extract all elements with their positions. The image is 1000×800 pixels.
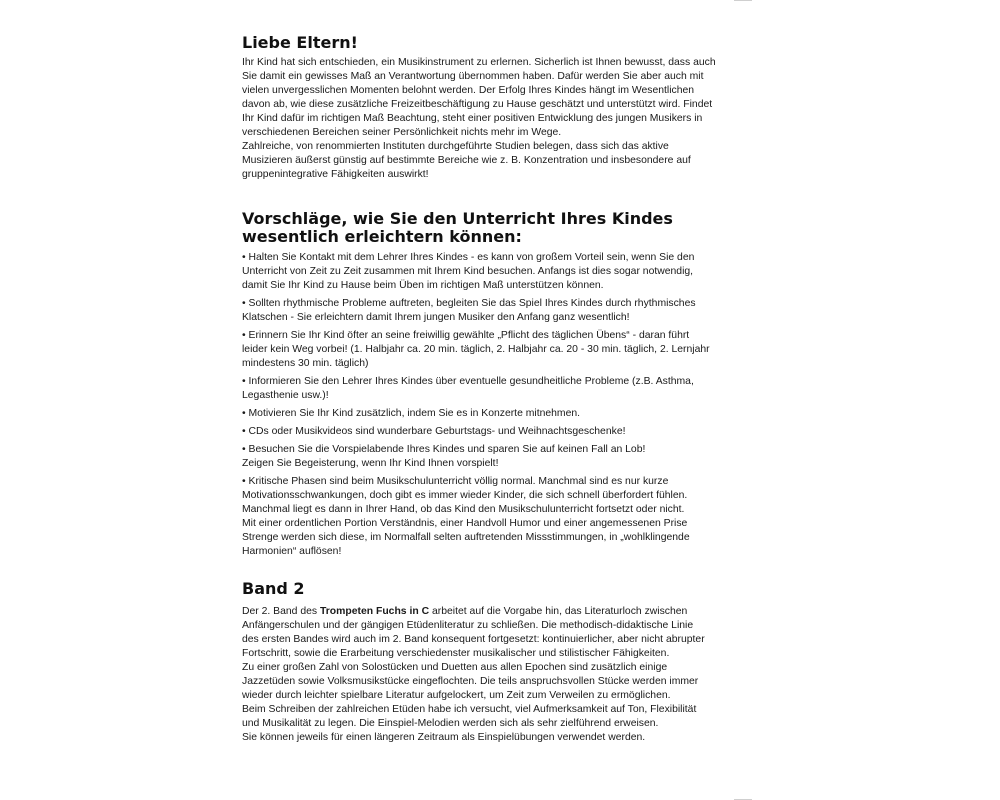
intro-paragraph — [242, 56, 742, 182]
heading-liebe-eltern: Liebe Eltern! — [242, 33, 358, 52]
text-line: Legasthenie usw.)! — [242, 390, 329, 401]
text-line: damit Sie Ihr Kind zu Hause beim Üben im richtigen Maß unterstützen können. — [242, 280, 604, 291]
list-item — [242, 407, 742, 421]
list-item — [242, 443, 742, 471]
text-line: Manchmal liegt es dann in Ihrer Hand, ob das Kind den Musikschulunterricht fortsetzt oder nicht. — [242, 504, 685, 515]
list-item — [242, 425, 742, 439]
text-line: Anfängerschulen und der gängigen Etüdenliteratur zu schließen. Die methodisch-didaktische Linie — [242, 620, 694, 631]
text-line: Harmonien“ auflösen! — [242, 546, 342, 557]
text-line: des ersten Bandes wird auch im 2. Band konsequent fortgesetzt: kontinuierlicher, aber nicht abrupter — [242, 634, 705, 645]
text-line: Mit einer ordentlichen Portion Verständnis, einer Handvoll Humor und einer angemessenen Prise — [242, 518, 688, 529]
suggestions-list — [242, 251, 742, 559]
text-line: • Halten Sie Kontakt mit dem Lehrer Ihres Kindes - es kann von großem Vorteil sein, wenn Sie den — [242, 252, 695, 263]
book-title: Trompeten Fuchs in C — [319, 606, 430, 617]
band2-paragraph — [242, 605, 742, 745]
text-line: gruppenintegrative Fähigkeiten auswirkt! — [242, 169, 429, 180]
list-item — [242, 297, 742, 325]
text-prefix: Der 2. Band des — [242, 606, 320, 617]
list-item — [242, 375, 742, 403]
text-line: Sie können jeweils für einen längeren Zeitraum als Einspielübungen verwendet werden. — [242, 732, 646, 743]
text-line: • Informieren Sie den Lehrer Ihres Kindes über eventuelle gesundheitliche Probleme (z.B. Asthma, — [242, 376, 694, 387]
text-line: Unterricht von Zeit zu Zeit zusammen mit Ihrem Kind besuchen. Anfangs ist dies sogar notwendig, — [242, 266, 694, 277]
text-line: verschiedenen Bereichen seiner Persönlichkeit nichts mehr im Wege. — [242, 127, 562, 138]
text-line: Musizieren äußerst günstig auf bestimmte Bereiche wie z. B. Konzentration und insbesondere auf — [242, 155, 691, 166]
list-item — [242, 251, 742, 293]
text-line: davon ab, wie diese zusätzliche Freizeitbeschäftigung zu Hause geschätzt und unterstützt wird. Findet — [242, 99, 713, 110]
text-line: • Motivieren Sie Ihr Kind zusätzlich, indem Sie es in Konzerte mitnehmen. — [242, 408, 581, 419]
crop-mark-top — [734, 0, 752, 1]
text-line: Zahlreiche, von renommierten Instituten durchgeführte Studien belegen, dass sich das aktive — [242, 141, 669, 152]
text-line: • Erinnern Sie Ihr Kind öfter an seine freiwillig gewählte „Pflicht des täglichen Übens“ - daran führt — [242, 330, 690, 341]
heading-line: wesentlich erleichtern können: — [242, 227, 522, 246]
text-line: • CDs oder Musikvideos sind wunderbare Geburtstags- und Weihnachtsgeschenke! — [242, 426, 626, 437]
document-page — [242, 34, 742, 745]
text-suffix: arbeitet auf die Vorgabe hin, das Literaturloch zwischen — [429, 606, 688, 617]
text-line: • Besuchen Sie die Vorspielabende Ihres Kindes und sparen Sie auf keinen Fall an Lob! — [242, 444, 646, 455]
text-line: • Kritische Phasen sind beim Musikschulunterricht völlig normal. Manchmal sind es nur kurze — [242, 476, 669, 487]
text-line: Jazzetüden sowie Volksmusikstücke eingeflochten. Die teils anspruchsvollen Stücke werden immer — [242, 676, 699, 687]
text-line: Sie damit ein gewisses Maß an Verantwortung übernommen haben. Dafür werden Sie aber auch mit — [242, 71, 704, 82]
text-line: Zeigen Sie Begeisterung, wenn Ihr Kind Ihnen vorspielt! — [242, 458, 499, 469]
text-line: Motivationsschwankungen, doch gibt es immer wieder Kinder, die sich schnell überfordert fühlen. — [242, 490, 688, 501]
list-item — [242, 329, 742, 371]
suggestions-heading — [242, 210, 742, 246]
text-line: Beim Schreiben der zahlreichen Etüden habe ich versucht, viel Aufmerksamkeit auf Ton, Flexibilität — [242, 704, 697, 715]
text-line: vielen unvergesslichen Momenten belohnt werden. Der Erfolg Ihres Kindes hängt im Wesentlichen — [242, 85, 695, 96]
heading-line: Vorschläge, wie Sie den Unterricht Ihres Kindes — [242, 209, 673, 228]
text-line: Ihr Kind hat sich entschieden, ein Musikinstrument zu erlernen. Sicherlich ist Ihnen bewusst, dass auch — [242, 57, 716, 68]
heading-band-2: Band 2 — [242, 579, 305, 598]
text-line: Zu einer großen Zahl von Solostücken und Duetten aus allen Epochen sind zusätzlich einige — [242, 662, 668, 673]
text-line: wieder durch leichter spielbare Literatur aufgelockert, um Zeit zum Verweilen zu ermöglichen. — [242, 690, 671, 701]
text-line: mindestens 30 min. täglich) — [242, 358, 369, 369]
text-line: und Musikalität zu legen. Die Einspiel-Melodien werden sich als sehr zielführend erweisen. — [242, 718, 659, 729]
text-line — [242, 605, 742, 619]
text-line: Ihr Kind dafür im richtigen Maß Beachtung, steht einer positiven Entwicklung des jungen Musikers in — [242, 113, 703, 124]
text-line: leider kein Weg vorbei! (1. Halbjahr ca. 20 min. täglich, 2. Halbjahr ca. 20 - 30 min. täglich, 2. Lernjahr — [242, 344, 710, 355]
text-line: Klatschen - Sie erleichtern damit Ihrem jungen Musiker den Anfang ganz wesentlich! — [242, 312, 630, 323]
text-line: • Sollten rhythmische Probleme auftreten, begleiten Sie das Spiel Ihres Kindes durch rhythmisches — [242, 298, 696, 309]
text-line: Strenge werden sich diese, im Normalfall selten auftretenden Missstimmungen, in „wohlklingende — [242, 532, 690, 543]
list-item — [242, 475, 742, 559]
text-line: Fortschritt, sowie die Erarbeitung verschiedenster musikalischer und stilistischer Fähigkeiten. — [242, 648, 670, 659]
